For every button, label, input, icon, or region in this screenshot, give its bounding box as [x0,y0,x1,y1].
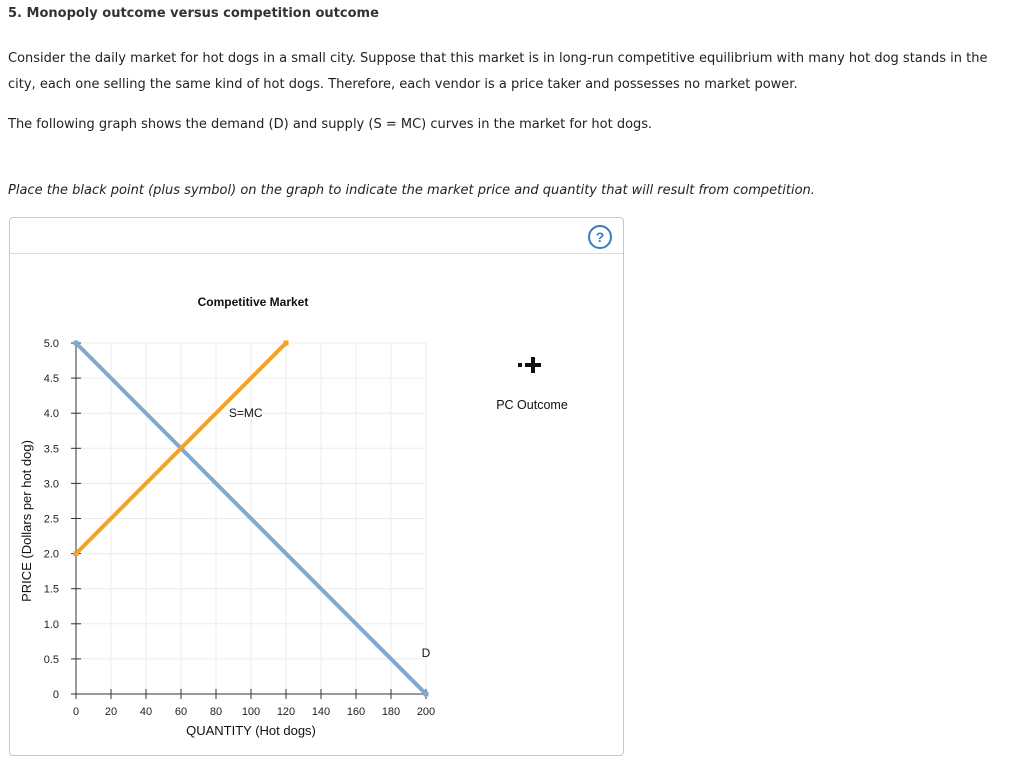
help-icon[interactable]: ? [588,225,612,249]
x-tick-label: 160 [346,706,366,718]
demand-label: D [421,645,431,660]
y-tick-label: 2.5 [43,513,59,526]
x-tick-label: 20 [104,706,118,718]
y-tick-label: 3.0 [43,478,59,491]
y-tick-label: 1.0 [43,618,59,631]
curve-handle[interactable] [284,341,289,346]
y-tick-label: 5.0 [43,338,59,350]
question-paragraph: Consider the daily market for hot dogs in a small city. Suppose that this market is in long-run competitive equilibrium with many hot dog stands in the city, each one selling the same kind of hot dogs. Therefore, each vendor is a price taker and possesses no market power. [8,51,988,92]
x-tick-label: 140 [311,706,331,718]
y-tick-label: 3.5 [43,443,59,456]
x-tick-label: 60 [174,706,188,718]
y-axis-label: PRICE (Dollars per hot dog) [19,440,34,602]
chart-title: Competitive Market [197,295,309,309]
x-tick-label: 80 [209,706,223,718]
graph-description: The following graph shows the demand (D) and supply (S = MC) curves in the market for hot dogs. [8,117,653,132]
y-tick-label: 4.5 [43,373,59,386]
pc-outcome-dot-icon [518,363,522,367]
pc-outcome-label: PC Outcome [496,398,568,412]
curve-handle[interactable] [74,551,79,556]
plus-point-icon[interactable] [525,357,541,373]
y-tick-label: 1.5 [43,583,59,596]
curve-handle[interactable] [424,692,429,697]
x-tick-label: 120 [276,706,296,718]
y-tick-label: 2.0 [43,548,59,561]
x-tick-label: 40 [139,706,153,718]
x-tick-label: 100 [241,706,261,718]
pc-outcome-tool[interactable] [496,357,568,412]
x-axis-label: QUANTITY (Hot dogs) [186,723,316,738]
instruction-text: Place the black point (plus symbol) on the graph to indicate the market price and quantity that will result from competition. [8,183,815,198]
x-tick-label: 180 [381,706,401,718]
x-tick-label: 200 [416,706,436,718]
question-title: 5. Monopoly outcome versus competition outcome [8,6,379,21]
y-tick-label: 0 [52,689,59,701]
y-tick-label: 0.5 [43,653,59,666]
curve-handle[interactable] [74,341,79,346]
supply-label: S=MC [228,406,263,421]
y-tick-label: 4.0 [43,408,59,421]
x-tick-label: 0 [72,706,80,718]
